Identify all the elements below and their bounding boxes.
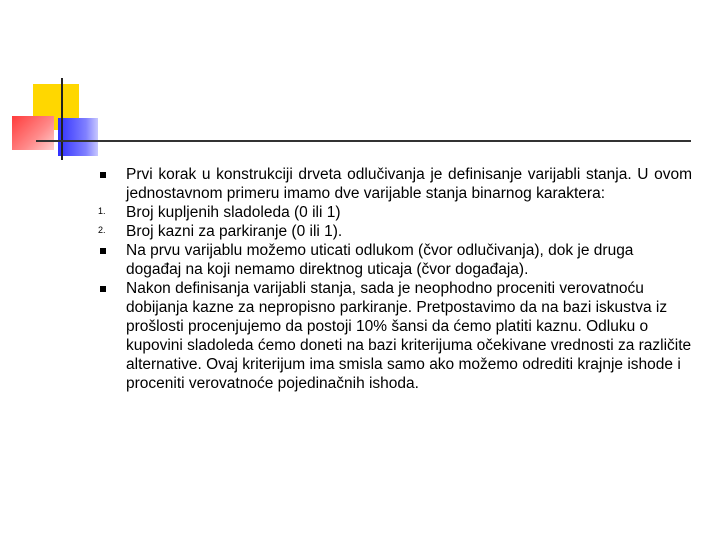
list-item — [96, 222, 692, 241]
list-item-text: Broj kazni za parkiranje (0 ili 1). — [126, 223, 343, 240]
list-number: 1. — [98, 206, 106, 216]
decor-vertical-line — [61, 78, 63, 160]
list-number: 2. — [98, 225, 106, 235]
title-divider-line — [36, 140, 691, 142]
list-item — [96, 241, 692, 279]
list-item-text: Nakon definisanja varijabli stanja, sada je neophodno proceniti verovatnoću dobijanja kazne za nepropisno parkiranje. Pretpostavimo da na bazi iskustva iz prošlosti procenjujemo da postoji 10% šansi da ćemo platiti kaznu. Odluku o kupovini sladoleda ćemo doneti na bazi kriterijuma očekivane vrednosti za različite alternative. Ovaj kriterijum ima smisla samo ako možemo odrediti krajnje ishode i proceniti verovatnoće pojedinačnih ishoda. — [126, 280, 692, 392]
list-item — [96, 203, 692, 222]
decor-red-square — [12, 116, 54, 150]
list-item — [96, 279, 692, 393]
square-bullet-icon — [100, 172, 106, 178]
square-bullet-icon — [100, 248, 106, 254]
decor-blue-square — [58, 118, 98, 156]
slide-body — [96, 165, 692, 393]
square-bullet-icon — [100, 286, 106, 292]
list-item-text: Prvi korak u konstrukciji drveta odlučivanja je definisanje varijabli stanja. U ovom jednostavnom primeru imamo dve varijable stanja binarnog karaktera: — [126, 166, 692, 202]
list-item — [96, 165, 692, 203]
list-item-text: Broj kupljenih sladoleda (0 ili 1) — [126, 204, 341, 221]
list-item-text: Na prvu varijablu možemo uticati odlukom (čvor odlučivanja), dok je druga događaj na koji nemamo direktnog uticaja (čvor događaja). — [126, 242, 634, 278]
